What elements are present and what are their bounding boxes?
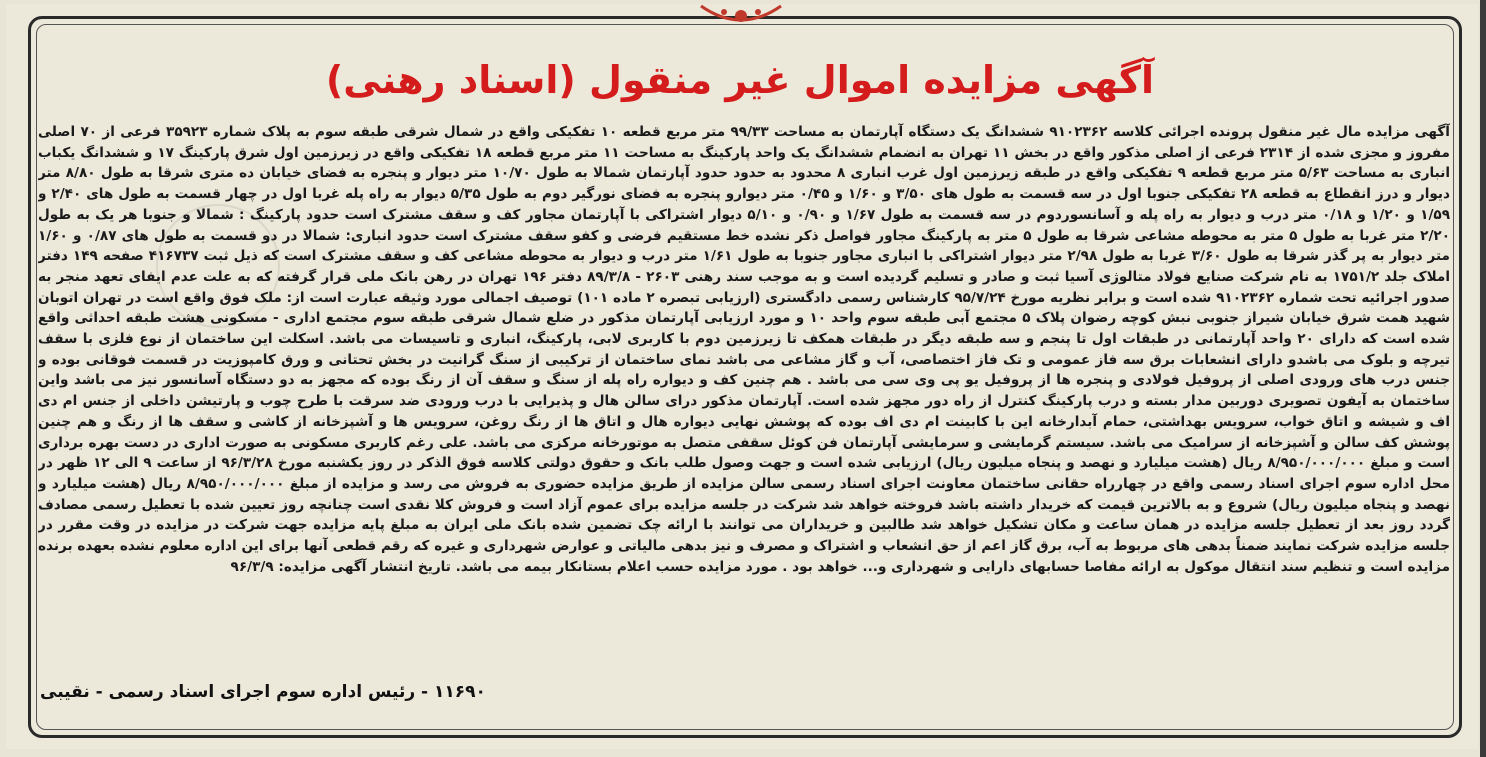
page-edge bbox=[1480, 0, 1486, 757]
notice-title: آگهی مزایده اموال غیر منقول (اسناد رهنی) bbox=[325, 58, 1155, 102]
notice-body: آگهی مزایده مال غیر منقول پرونده اجرائی کلاسه ۹۱۰۲۳۶۲ ششدانگ یک دستگاه آپارتمان به مساحت ۹۹/۳۳ متر مربع قطعه ۱۰ تفکیکی واقع در شمال شرقی طبقه سوم به پلاک شماره ۳۵۹۲۳ فرعی از ۷۰ اصلی مفروز و مجزی شده از ۲۳۱۴ فرعی از اصلی مذکور واقع در بخش ۱۱ تهران به انضمام ششدانگ یک واحد پارکینگ به مساحت ۱۱ متر مربع قطعه ۱۸ تفکیکی واقع در زیرزمین اول شرق پارکینگ ۱۷ و ششدانگ یکباب انباری به مساحت ۵/۶۳ متر مربع قطعه ۹ تفکیکی واقع در طبقه زیرزمین اول غرب انباری ۸ محدود به حدود حدود آپارتمان شمالا به طول ۱۰/۷۰ متر دیوار و پنجره به فضای خیابان ده متری شرقا به طول ۸/۸۰ متر دیوار و درز انقطاع به قطعه ۲۸ تفکیکی جنوبا اول در سه قسمت به طول های ۳/۵۰ و ۱/۶۰ و ۰/۴۵ متر دیوارو پنجره به فضای نورگیر دوم به طول ۵/۳۵ دیوار به راه پله غربا اول در چهار قسمت به طول های ۲/۴۰ و ۱/۵۹ و ۱/۲۰ و ۰/۱۸ متر درب و دیوار به راه پله و آسانسوردوم در سه قسمت به طول ۱/۶۷ و ۰/۹۰ و ۵/۱۰ دیوار اشتراکی با آپارتمان مجاور کف و سقف مشترک است حدود پارکینگ : شمالا و جنوبا هر یک به طول ۲/۲۰ متر غربا به طول ۵ متر به محوطه مشاعی شرقا به طول ۵ متر به پارکینگ مجاور فواصل ذکر نشده خط مستقیم فرضی و کفو سقف مشترک است حدود انباری: شمالا در دو قسمت به طول های ۰/۸۷ و ۱/۶۰ متر دیوار به پر گذر شرقا به طول ۳/۶۰ غربا به طول ۲/۹۸ متر دیوار اشتراکی با انباری مجاور جنوبا به طول ۱/۶۱ متر درب و دیوار به محوطه مشاعی کف و سقف مشترک است که ذیل ثبت ۴۱۶۷۳۷ صفحه ۱۴۹ دفتر املاک جلد ۱۷۵۱/۲ به نام شرکت صنایع فولاد متالوژی آسیا ثبت و صادر و تسلیم گردیده است و به موجب سند رهنی ۲۶۰۳ - ۸۹/۳/۸ دفتر ۱۹۶ تهران در رهن بانک ملی قرار گرفته که به علت عدم ایفای تعهد منجر به صدور اجرائیه تحت شماره ۹۱۰۲۳۶۲ شده است و برابر نظریه مورخ ۹۵/۷/۲۴ کارشناس رسمی دادگستری (ارزیابی تبصره ۲ ماده ۱۰۱) توصیف اجمالی مورد وثیقه عبارت است از: ملک فوق واقع است در تهران اتوبان شهید همت شرق خیابان شیراز جنوبی نبش کوچه رضوان پلاک ۵ مجتمع آبی طبقه سوم واحد ۱۰ و مورد ارزیابی آپارتمان مذکور در ضلع شمال شرقی طبقه سوم مجتمع اداری - مسکونی هشت طبقه احداثی واقع شده است که دارای ۲۰ واحد آپارتمانی در طبقات اول تا پنجم و سه طبقه دیگر در طبقات همکف تا زیرزمین دوم با کاربری لابی، پارکینگ، انباری و تاسیسات می باشد. اسکلت این ساختمان از نوع فلزی با سقف تیرچه و بلوک می باشدو دارای انشعابات برق سه فاز عمومی و تک فاز اختصاصی، آب و گاز مشاعی می باشد نمای ساختمان از ترکیبی از سنگ گرانیت در بخش تحتانی و ورق کامپوزیت در قسمت فوقانی بوده و جنس درب های ورودی اصلی از پروفیل فولادی و پنجره ها از پروفیل یو پی وی سی می باشد . هم چنین کف و دیواره راه پله از سنگ و سقف آن از رنگ بوده که مجهز به دو دستگاه آسانسور نیز می باشد واین ساختمان به آیفون تصویری دوربین مدار بسته و درب پارکینگ کنترل از راه دور مجهز شده است. آپارتمان مذکور درای سالن هال و پذیرایی با درب ورودی ضد سرقت با طرح چوب و پارتیشن داخلی از جنس ام دی اف و شیشه و اتاق خواب، سرویس بهداشتی، حمام آبدارخانه این با کابینت ام دی اف بوده که پوشش نهایی دیواره هال و اتاق ها از رنگ روغن، سرویس ها و آشپزخانه از کاشی و سقف ها از رنگ و هم چنین پوشش کف سالن و آشپزخانه از سرامیک می باشد. سیستم گرمایشی و سرمایشی آپارتمان فن کوئل سقفی متصل به موتورخانه مرکزی می باشد. علی رغم کاربری مسکونی به صورت اداری در دست بهره برداری است و مبلغ ۸/۹۵۰/۰۰۰/۰۰۰ ریال (هشت میلیارد و نهصد و پنجاه میلیون ریال) ارزیابی شده است و جهت وصول طلب بانک و حقوق دولتی کلاسه فوق الذکر در روز یکشنبه مورخ ۹۶/۳/۲۸ از ساعت ۹ الی ۱۲ ظهر در محل اداره سوم اجرای اسناد رسمی واقع در چهارراه حقانی ساختمان معاونت اجرای اسناد رسمی سالن مزایده از طریق مزایده حضوری به فروش می رسد و مزایده از مبلغ ۸/۹۵۰/۰۰۰/۰۰۰ ریال (هشت میلیارد و نهصد و پنجاه میلیون ریال) شروع و به بالاترین قیمت که خریدار داشته باشد فروخته خواهد شد شرکت در جلسه مزایده برای عموم آزاد است و فروش کلا نقدی است چنانچه روز تعیین شده با تعطیل رسمی مصادف گردد روز بعد از تعطیل جلسه مزایده در همان ساعت و مکان تشکیل خواهد شد طالبین و خریداران می توانند با ارائه چک تضمین شده بانک ملی ایران به مبلغ پایه مزایده جهت شرکت در مزایده در وقت مقرر در جلسه مزایده شرکت نمایند ضمناً بدهی های مربوط به آب، برق گاز اعم از حق انشعاب و اشتراک و مصرف و نیز بدهی مالیاتی و عوارض شهرداری و غیره که رقم قطعی آنها برای این اداره معلوم نشده بعهده برنده مزایده است و تنظیم سند انتقال موکول به ارائه مفاصا حسابهای دارایی و شهرداری و... خواهد بود . مورد مزایده حسب اعلام بستانکار بیمه می باشد. تاریخ انتشار آگهی مزایده: ۹۶/۳/۹ bbox=[38, 124, 1450, 575]
top-ornament-icon bbox=[696, 4, 786, 30]
notice-signature: ۱۱۶۹۰ - رئیس اداره سوم اجرای اسناد رسمی - نقیبی bbox=[40, 682, 486, 702]
